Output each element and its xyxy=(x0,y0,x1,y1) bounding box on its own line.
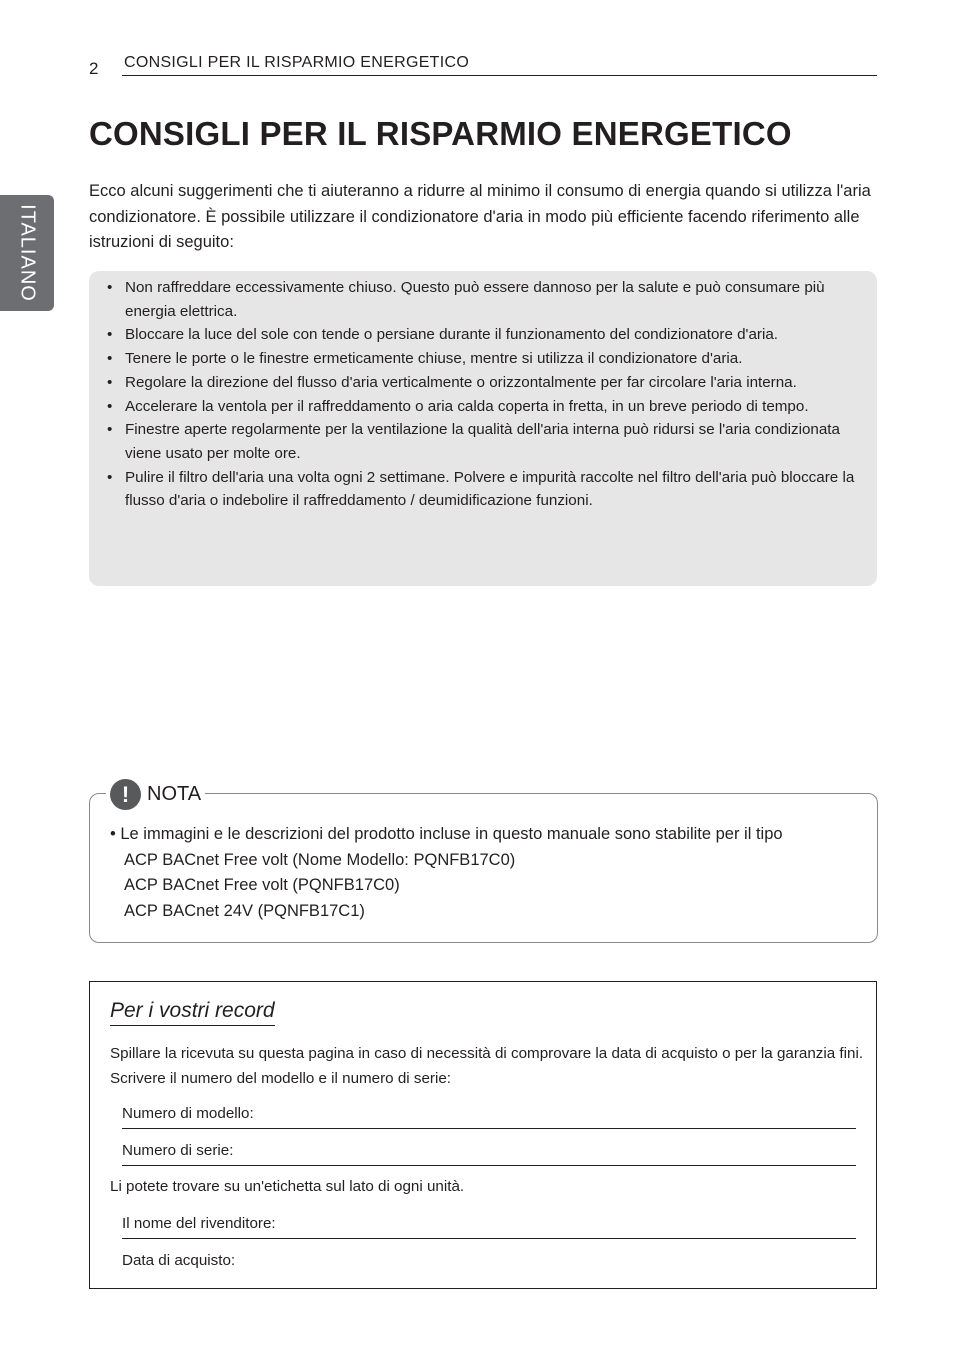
tip-item: • Non raffreddare eccessivamente chiuso. Questo può essere dannoso per la salute e può consumare più energia elettrica. xyxy=(125,276,877,323)
note-line: • Le immagini e le descrizioni del prodotto incluse in questo manuale sono stabilite per il tipo xyxy=(110,825,783,843)
page-number: 2 xyxy=(89,59,99,78)
running-header: CONSIGLI PER IL RISPARMIO ENERGETICO xyxy=(124,54,470,71)
note-line: ACP BACnet Free volt (Nome Modello: PQNFB17C0) xyxy=(124,850,516,869)
exclamation-icon: ! xyxy=(110,779,141,810)
tip-item: • Finestre aperte regolarmente per la ventilazione la qualità dell'aria interna può ridursi se l'aria condizionata viene usato per molte ore. xyxy=(125,418,877,465)
tips-box xyxy=(89,271,877,586)
tip-item: • Accelerare la ventola per il raffreddamento o aria calda coperta in fretta, in un breve periodo di tempo. xyxy=(125,395,877,419)
purchase-date-field[interactable]: Data di acquisto: xyxy=(122,1252,236,1269)
language-tab xyxy=(0,195,54,311)
note-line: ACP BACnet 24V (PQNFB17C1) xyxy=(124,901,365,920)
note-label: NOTA xyxy=(147,783,202,805)
records-box xyxy=(89,981,877,1289)
records-description: Spillare la ricevuta su questa pagina in caso di necessità di comprovare la data di acquisto o per la garanzia fini. Scrivere il numero del modello e il numero di serie: xyxy=(110,1045,864,1087)
header-rule xyxy=(122,75,877,76)
dealer-name-field[interactable]: Il nome del rivenditore: xyxy=(122,1215,856,1239)
note-line: ACP BACnet Free volt (PQNFB17C0) xyxy=(124,876,400,894)
note-heading xyxy=(106,779,205,810)
intro-paragraph: Ecco alcuni suggerimenti che ti aiuteranno a ridurre al minimo il consumo di energia quando si utilizza l'aria condizionatore. È possibile utilizzare il condizionatore d'aria in modo più efficiente facendo riferimento alle istruzioni di seguito: xyxy=(89,182,871,251)
model-number-field[interactable]: Numero di modello: xyxy=(122,1105,856,1129)
records-location-note: Li potete trovare su un'etichetta sul lato di ogni unità. xyxy=(110,1178,465,1195)
tip-item: • Tenere le porte o le finestre ermeticamente chiuse, mentre si utilizza il condizionatore d'aria. xyxy=(125,347,877,371)
tip-item: • Regolare la direzione del flusso d'aria verticalmente o orizzontalmente per far circolare l'aria interna. xyxy=(125,371,877,395)
note-body xyxy=(110,822,783,924)
serial-number-field[interactable]: Numero di serie: xyxy=(122,1142,856,1166)
tip-item: • Pulire il filtro dell'aria una volta ogni 2 settimane. Polvere e impurità raccolte nel filtro dell'aria può bloccare la flusso d'aria o indebolire il raffreddamento / deumidificazione funzioni. xyxy=(125,466,877,513)
records-title: Per i vostri record xyxy=(110,999,275,1026)
page-title: CONSIGLI PER IL RISPARMIO ENERGETICO xyxy=(89,115,792,152)
tips-list xyxy=(89,271,877,513)
tip-item: • Bloccare la luce del sole con tende o persiane durante il funzionamento del condizionatore d'aria. xyxy=(125,323,877,347)
language-tab-label: ITALIANO xyxy=(16,204,39,302)
